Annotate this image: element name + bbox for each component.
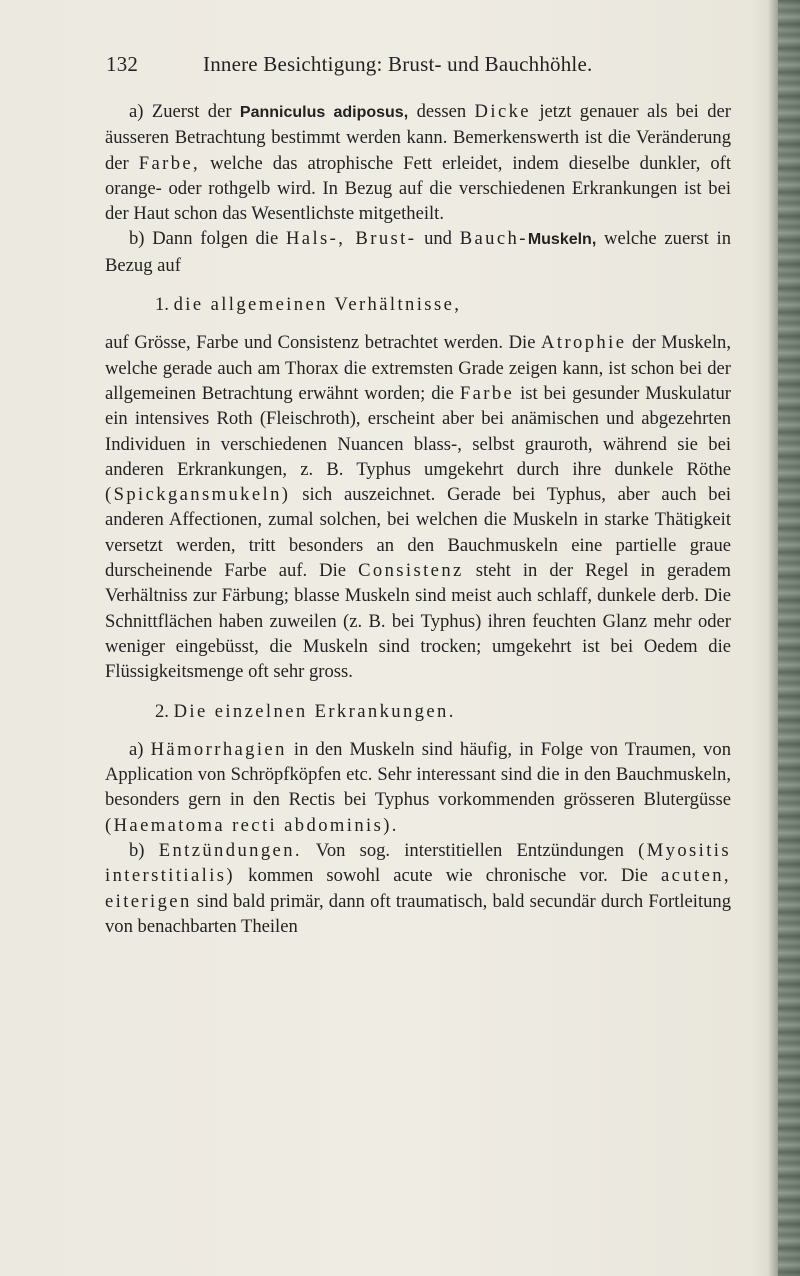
text-run: auf Grösse, Farbe und Consistenz betrachtet werden. Die xyxy=(105,332,536,354)
text-run: kommen sowohl acute wie chronische vor. Die xyxy=(248,865,648,887)
section-heading-einzelne xyxy=(105,699,731,724)
body-text xyxy=(105,99,731,939)
text-run: Von sog. interstitiellen Entzündungen xyxy=(315,840,624,862)
term-haematoma: (Haematoma recti abdominis). xyxy=(105,814,399,836)
term-dicke: Dicke xyxy=(474,101,531,122)
text-run: sind bald primär, dann oft traumatisch, bald secundär durch Fortleitung von benachbarten Theilen xyxy=(105,890,731,937)
running-title: Innere Besichtigung: Brust- und Bauchhöhle. xyxy=(203,52,593,76)
item-marker: b) xyxy=(129,228,145,250)
book-edge xyxy=(778,0,800,1276)
paragraph-allgemeine-verhaeltnisse xyxy=(105,330,731,684)
term-atrophie: Atrophie xyxy=(541,332,627,354)
text-run: welche das atrophische Fett erleidet, indem dieselbe dunkler, oft orange- oder rothgelb wird. In Bezug auf die verschiedenen Erkrankungen ist bei der Haut schon das Wesentlichste mitgetheilt. xyxy=(105,152,731,225)
text-run: Zuerst der xyxy=(151,101,232,122)
term-hals-brust: Hals-, Brust- xyxy=(285,228,417,250)
paragraph-a-panniculus xyxy=(105,99,731,226)
page-number: 132 xyxy=(106,52,139,76)
term-farbe: Farbe, xyxy=(138,152,201,174)
text-run: in den Muskeln sind häufig, in Folge von Traumen, von Application von Schröpfköpfen etc. Sehr interessant sind die in den Bauchmuskeln, besonders gern in den Rectis bei Typhus vorkommenden grösseren Blutergüsse xyxy=(105,738,731,811)
item-marker: a) xyxy=(129,738,144,760)
item-marker: b) xyxy=(129,840,145,862)
paragraph-b-entzuendungen xyxy=(105,838,731,939)
text-run: steht in der Regel in geradem Verhältniss zur Färbung; blasse Muskeln sind meist auch schlaff, dunkele derb. Die Schnittflächen haben zuweilen (z. B. bei Typhus) ihren feuchten Glanz mehr oder weniger eingebüsst, die Muskeln sind trocken; umgekehrt ist bei Oedem die Flüssigkeitsmenge oft sehr gross. xyxy=(105,560,732,683)
item-marker: a) xyxy=(129,101,144,122)
paragraph-b-muskeln xyxy=(105,226,731,278)
text-run: jetzt genauer als bei der äusseren Betrachtung bestimmt werden kann. Bemerkenswerth ist die Veränderung der xyxy=(105,101,731,174)
term-muskeln: Muskeln, xyxy=(527,231,597,249)
text-run: Dann folgen die xyxy=(152,228,279,250)
term-myositis: (Myositis interstitialis) xyxy=(105,840,732,887)
text-run: sich auszeichnet. Gerade bei Typhus, aber auch bei anderen Affectionen, zumal solchen, bei welchen die Muskeln in starke Thätigkeit versetzt werden, tritt besonders an den Bauchmuskeln eine partielle graue durscheinende Farbe auf. Die xyxy=(105,484,732,582)
section-title: die allgemeinen Verhältnisse, xyxy=(173,294,462,316)
term-consistenz: Consistenz xyxy=(358,560,464,582)
term-farbe: Farbe xyxy=(459,382,515,404)
text-run: welche zuerst in Bezug auf xyxy=(105,228,732,276)
section-number: 2. xyxy=(155,700,169,722)
text-run: dessen xyxy=(416,101,467,122)
section-heading-allgemeine xyxy=(105,292,731,317)
text-run: ist bei gesunder Muskulatur ein intensives Roth (Fleischroth), erscheint aber bei anämischen und abgezehrten Individuen in verschiedenen Nuancen blass-, selbst grauroth, während sie bei anderen Erkrankungen, z. B. Typhus umgekehrt durch ihre dunkele Röthe xyxy=(105,382,731,480)
text-run: der Muskeln, welche gerade auch am Thorax die extremsten Grade zeigen kann, ist schon bei der allgemeinen Betrachtung erwähnt worden; die xyxy=(105,332,731,404)
term-entzuendungen: Entzündungen. xyxy=(158,840,302,862)
page-edge-shadow xyxy=(768,0,778,1276)
term-panniculus-adiposus: Panniculus adiposus, xyxy=(239,104,409,121)
term-haemorrhagien: Hämorrhagien xyxy=(150,738,287,760)
text-run: und xyxy=(424,228,452,250)
section-number: 1. xyxy=(155,294,169,316)
term-acuten-eiterigen: acuten, eiterigen xyxy=(105,865,731,912)
section-title: Die einzelnen Erkrankungen. xyxy=(173,700,456,722)
term-spickgansmukeln: (Spickgansmukeln) xyxy=(105,484,291,506)
paragraph-a-haemorrhagien xyxy=(105,737,731,838)
term-bauch: Bauch- xyxy=(459,228,528,250)
